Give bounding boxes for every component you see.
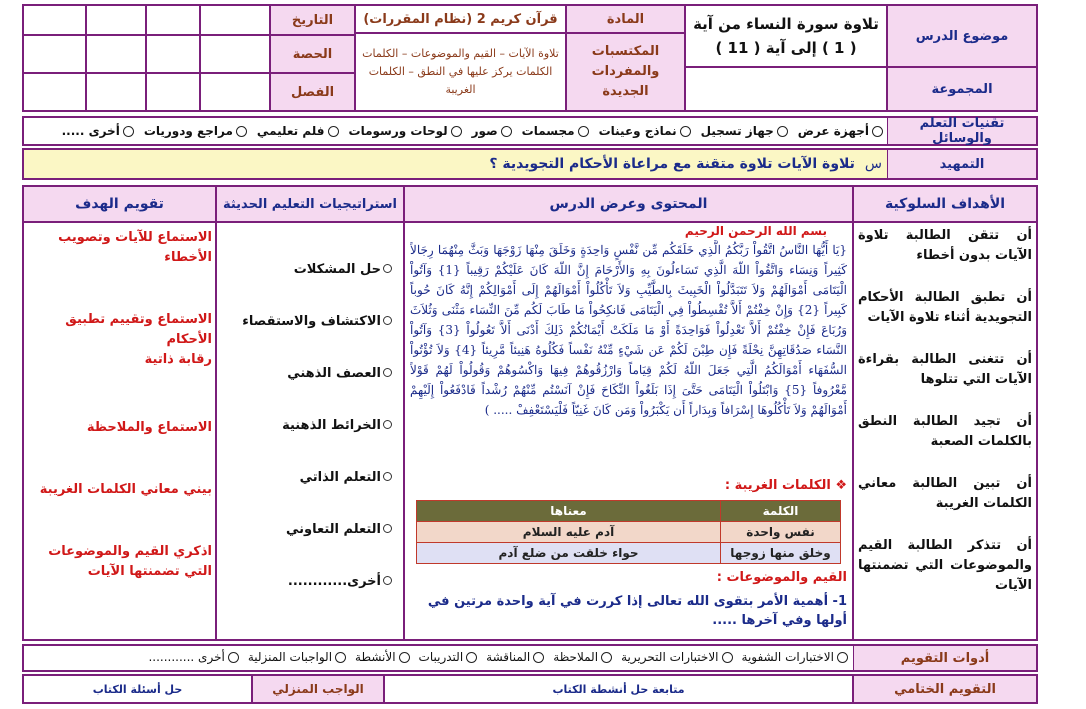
radio-icon[interactable] <box>383 472 392 481</box>
radio-icon[interactable] <box>466 652 477 663</box>
group-value <box>685 67 887 111</box>
tools-options <box>28 117 883 145</box>
evaluation-item: الاستماع وتقييم تطبيق الأحكام <box>65 312 212 347</box>
topic-value: تلاوة سورة النساء من آية ( 1 ) إلى آية ( 11 ) <box>685 5 887 67</box>
objective-item: أن تطبق الطالبة الأحكام التجويدية أثناء تلاوة الآيات <box>858 290 1032 325</box>
tool-option[interactable]: مجسمات <box>522 124 589 138</box>
vocab-header-meaning: معناها <box>417 501 721 522</box>
radio-icon[interactable] <box>399 652 410 663</box>
strategy-item[interactable]: الخرائط الذهنية <box>222 418 398 470</box>
radio-icon[interactable] <box>383 420 392 429</box>
tools-label: تقنيات التعلم والوسائل <box>887 117 1037 145</box>
assessment-option[interactable]: الأنشطة <box>355 650 410 664</box>
header-objectives: الأهداف السلوكية <box>853 186 1037 222</box>
strategy-item[interactable]: أخرى............ <box>222 574 398 626</box>
empty-cell[interactable] <box>23 5 86 35</box>
radio-icon[interactable] <box>451 126 462 137</box>
topic-label: موضوع الدرس <box>887 5 1037 67</box>
vocab-table <box>410 500 847 564</box>
assessment-options <box>30 645 848 669</box>
tool-option[interactable]: أخرى ..... <box>62 124 134 138</box>
header-evaluation: تقويم الهدف <box>23 186 216 222</box>
tool-option[interactable]: فلم تعليمي <box>257 124 339 138</box>
radio-icon[interactable] <box>236 126 247 137</box>
empty-cell[interactable] <box>86 35 146 73</box>
tool-option[interactable]: نماذج وعينات <box>599 124 691 138</box>
evaluation-item: اذكري القيم والموضوعات التي تضمنتها الآيات <box>48 544 212 579</box>
tool-option[interactable]: لوحات ورسومات <box>349 124 462 138</box>
assessment-option[interactable]: الملاحظة <box>553 650 612 664</box>
homework-value: حل أسئلة الكتاب <box>23 675 252 703</box>
radio-icon[interactable] <box>722 652 733 663</box>
radio-icon[interactable] <box>578 126 589 137</box>
evaluation-list <box>28 228 212 586</box>
radio-icon[interactable] <box>383 368 392 377</box>
assessment-option[interactable]: الواجبات المنزلية <box>248 650 346 664</box>
vocab-word: نفس واحدة <box>721 522 841 543</box>
intro-question: س تلاوة الآيات تلاوة متقنة مع مراعاة الأحكام التجويدية ؟ <box>489 156 882 172</box>
date-label: التاريخ <box>270 5 355 35</box>
quran-verses: {يَا أَيُّهَا النَّاسُ اتَّقُواْ رَبَّكُمُ الَّذِي خَلَقَكُم مِّن نَّفْسٍ وَاحِدَةٍ وَخَلَقَ مِنْهَا زَوْجَهَا وَبَثَّ مِنْهُمَا رِجَالاً كَثِيراً وَنِسَاء وَاتَّقُواْ اللّهَ الَّذِي تَسَاءلُونَ بِهِ وَالأَرْحَامَ إِنَّ اللّهَ كَانَ عَلَيْكُمْ رَقِيباً {1} وَآتُواْ الْيَتَامَى أَمْوَالَهُمْ وَلاَ تَتَبَدَّلُواْ الْخَبِيثَ بِالطَّيِّبِ وَلاَ تَأْكُلُواْ أَمْوَالَهُمْ إِلَى أَمْوَالِكُمْ إِنَّهُ كَانَ حُوباً كَبِيراً {2} وَإِنْ خِفْتُمْ أَلاَّ تُقْسِطُواْ فِي الْيَتَامَى فَانكِحُواْ مَا طَابَ لَكُم مِّنَ النِّسَاء مَثْنَى وَثُلاَثَ وَرُبَاعَ فَإِنْ خِفْتُمْ أَلاَّ تَعْدِلُواْ فَوَاحِدَةً أَوْ مَا مَلَكَتْ أَيْمَانُكُمْ ذَلِكَ أَدْنَى أَلاَّ تَعُولُواْ {3} وَآتُواْ النَّسَاء صَدُقَاتِهِنَّ نِحْلَةً فَإِن طِبْنَ لَكُمْ عَن شَيْءٍ مِّنْهُ نَفْساً فَكُلُوهُ هَنِيئاً مَّرِيئاً {4} وَلاَ تُؤْتُواْ السُّفَهَاء أَمْوَالَكُمُ الَّتِي جَعَلَ اللّهُ لَكُمْ قِيَاماً وَارْزُقُوهُمْ فِيهَا وَاكْسُوهُمْ وَقُولُواْ لَهُمْ قَوْلاً مَّعْرُوفاً {5} وَابْتَلُواْ الْيَتَامَى حَتَّىَ إِذَا بَلَغُواْ النِّكَاحَ فَإِنْ آنَسْتُم مِّنْهُمْ رُشْداً فَادْفَعُواْ إِلَيْهِمْ أَمْوَالَهُمْ وَلاَ تَأْكُلُوهَا إِسْرَافاً وَبِدَاراً أَن يَكْبَرُواْ وَمَن كَانَ غَنِيّاً فَلْيَسْتَعْفِفْ ..... ) <box>410 243 847 417</box>
evaluation-item: بيني معاني الكلمات الغريبة <box>39 482 212 497</box>
tool-option[interactable]: أجهزة عرض <box>798 124 883 138</box>
header-strategies: استراتيجيات التعليم الحديثة <box>216 186 404 222</box>
tool-option[interactable]: صور <box>472 124 512 138</box>
empty-cell[interactable] <box>86 73 146 111</box>
tool-option[interactable]: مراجع ودوريات <box>144 124 247 138</box>
evaluation-item: رقابة ذاتية <box>144 352 212 367</box>
subject-value: قرآن كريم 2 (نظام المقررات) <box>355 5 566 33</box>
evaluation-item: الاستماع للآيات وتصويب الأخطاء <box>58 230 212 265</box>
radio-icon[interactable] <box>228 652 239 663</box>
strategy-item[interactable]: الاكتشاف والاستقصاء <box>222 314 398 366</box>
strategy-item[interactable]: التعلم التعاوني <box>222 522 398 574</box>
empty-cell[interactable] <box>200 5 270 35</box>
tool-option[interactable]: جهاز تسجيل <box>701 124 788 138</box>
radio-icon[interactable] <box>837 652 848 663</box>
basmala: بسم الله الرحمن الرحيم <box>684 224 827 238</box>
homework-label: الواجب المنزلي <box>252 675 384 703</box>
empty-cell[interactable] <box>200 73 270 111</box>
radio-icon[interactable] <box>383 316 392 325</box>
assessment-option[interactable]: الاختبارات الشفوية <box>742 650 848 664</box>
evaluation-item: الاستماع والملاحظة <box>86 420 212 435</box>
empty-cell[interactable] <box>86 5 146 35</box>
content-body <box>410 224 847 630</box>
objective-item: أن تتذكر الطالبة القيم والموضوعات التي تضمنتها الآيات <box>858 538 1032 593</box>
radio-icon[interactable] <box>533 652 544 663</box>
assessment-label: أدوات التقويم <box>853 645 1037 671</box>
class-label: الفصل <box>270 73 355 111</box>
objective-item: أن تتقن الطالبة تلاوة الآيات بدون أخطاء <box>858 228 1032 263</box>
assessment-option[interactable]: المناقشة <box>486 650 544 664</box>
gains-value: تلاوة الآيات – القيم والموضوعات – الكلمات الكلمات يركز عليها في النطق – الكلمات الغريبة <box>355 33 566 111</box>
assessment-option[interactable]: أخرى ............ <box>148 650 238 664</box>
radio-icon[interactable] <box>383 576 392 585</box>
values-title: القيم والموضوعات : <box>716 570 847 585</box>
final-label: التقويم الختامي <box>853 675 1037 703</box>
header-content: المحتوى وعرض الدرس <box>404 186 853 222</box>
vocab-title: ❖ الكلمات الغريبة : <box>724 478 847 493</box>
empty-cell[interactable] <box>146 73 200 111</box>
strategy-item[interactable]: التعلم الذاتي <box>222 470 398 522</box>
strategy-item[interactable]: حل المشكلات <box>222 262 398 314</box>
period-label: الحصة <box>270 35 355 73</box>
objective-item: أن تتغنى الطالبة بقراءة الآيات التي تتلوها <box>858 352 1032 387</box>
gains-label: المكتسبات والمفردات الجديدة <box>566 33 685 111</box>
radio-icon[interactable] <box>777 126 788 137</box>
vocab-meaning: حواء خلقت من ضلع آدم <box>417 543 721 564</box>
values-text: 1- أهمية الأمر بتقوى الله تعالى إذا كررت في آية واحدة مرتين في أولها وفي آخرها ..... <box>427 594 847 628</box>
strategy-item[interactable]: العصف الذهني <box>222 366 398 418</box>
vocab-header-word: الكلمة <box>721 501 841 522</box>
empty-cell[interactable] <box>23 35 86 73</box>
empty-cell[interactable] <box>23 73 86 111</box>
final-value: متابعة حل أنشطة الكتاب <box>384 675 853 703</box>
vocab-meaning: آدم عليه السلام <box>417 522 721 543</box>
radio-icon[interactable] <box>872 126 883 137</box>
empty-cell[interactable] <box>146 35 200 73</box>
objective-item: أن تبين الطالبة معاني الكلمات الغريبة <box>858 476 1032 511</box>
strategies-list <box>222 262 398 626</box>
radio-icon[interactable] <box>383 264 392 273</box>
vocab-word: وخلق منها زوجها <box>721 543 841 564</box>
group-label: المجموعة <box>887 67 1037 111</box>
assessment-option[interactable]: الاختبارات التحريرية <box>621 650 732 664</box>
intro-label: التمهيد <box>887 149 1037 179</box>
objectives-list <box>858 226 1032 598</box>
radio-icon[interactable] <box>601 652 612 663</box>
subject-label: المادة <box>566 5 685 33</box>
radio-icon[interactable] <box>383 524 392 533</box>
radio-icon[interactable] <box>680 126 691 137</box>
radio-icon[interactable] <box>501 126 512 137</box>
radio-icon[interactable] <box>328 126 339 137</box>
objective-item: أن تجيد الطالبة النطق بالكلمات الصعبة <box>858 414 1032 449</box>
assessment-option[interactable]: التدريبات <box>419 650 478 664</box>
radio-icon[interactable] <box>123 126 134 137</box>
empty-cell[interactable] <box>146 5 200 35</box>
empty-cell[interactable] <box>200 35 270 73</box>
radio-icon[interactable] <box>335 652 346 663</box>
